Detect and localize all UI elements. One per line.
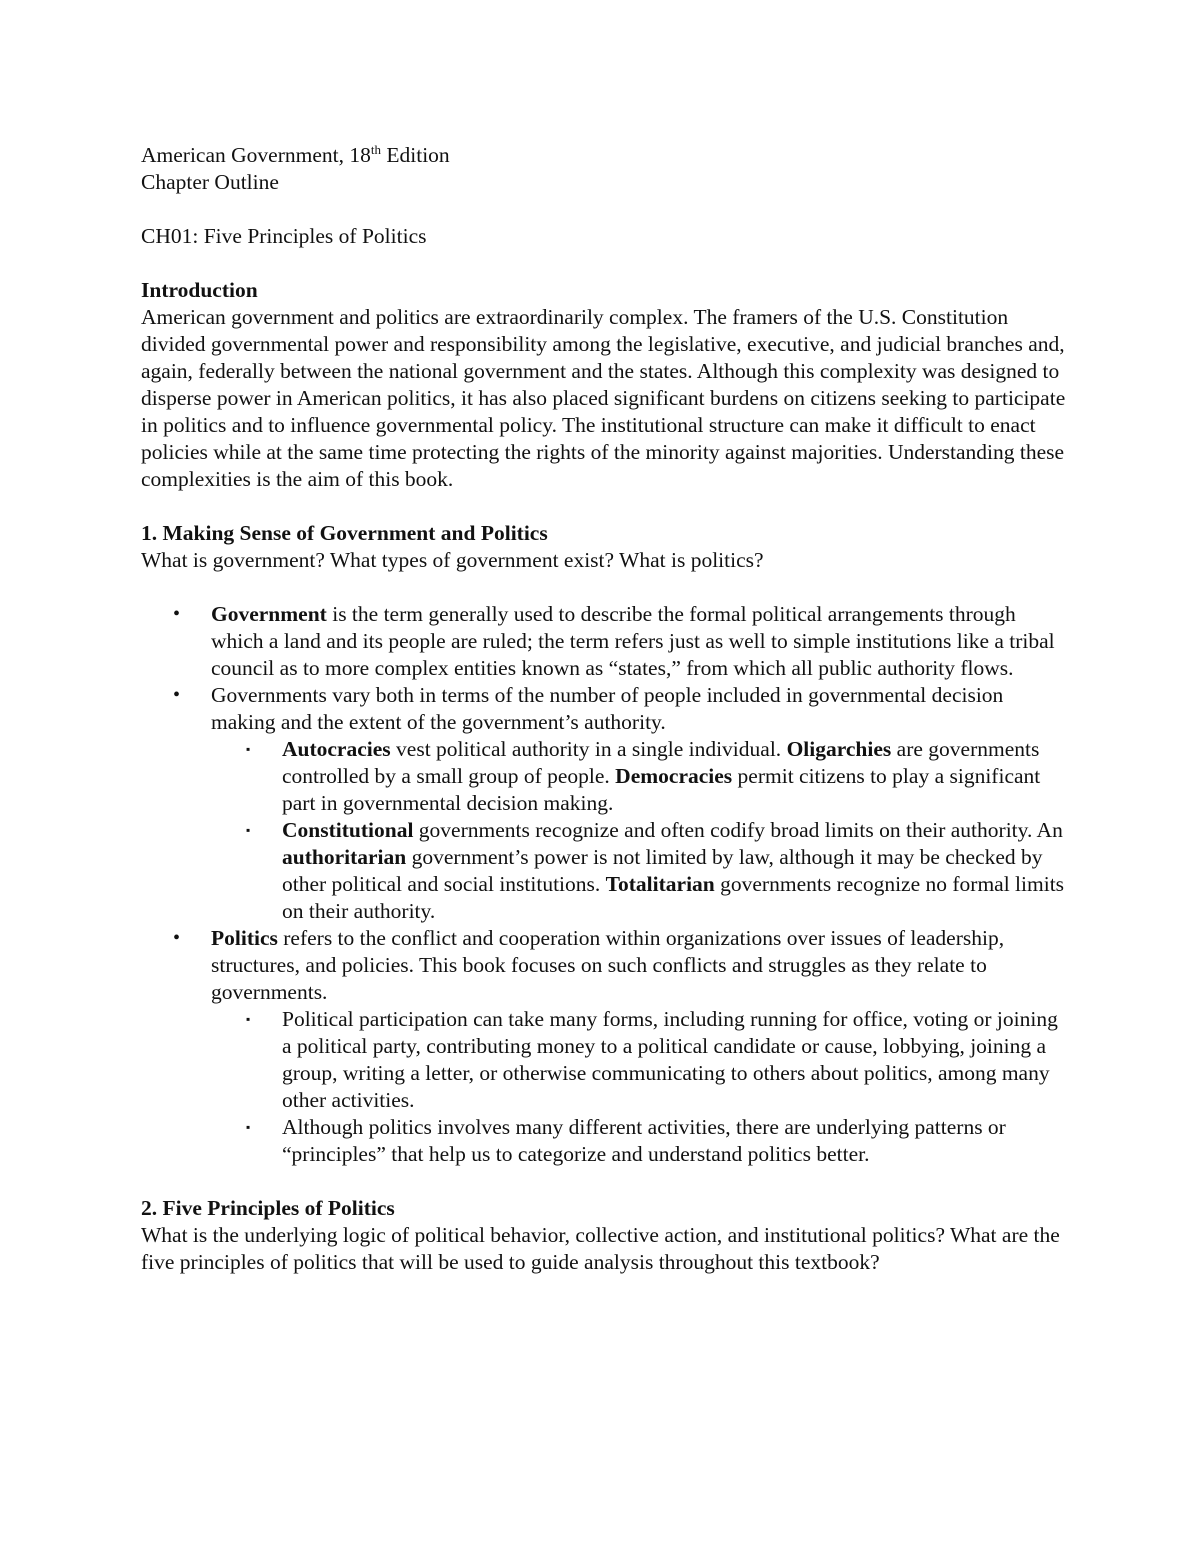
bullet-icon: • xyxy=(173,684,181,706)
section-1-heading: 1. Making Sense of Government and Politics xyxy=(141,521,548,545)
list-item: ▪ Constitutional governments recognize and often codify broad limits on their authority. An authoritarian government’s power is not limited by law, although it may be checked by other political and social institutions. Totalitarian governments recognize no formal limits on their authority. xyxy=(246,818,1065,923)
book-title: American Government, 18th Edition xyxy=(141,142,450,167)
section-1-bullet-list xyxy=(141,601,1071,1168)
outline-subtitle: Chapter Outline xyxy=(141,170,279,194)
square-bullet-icon: ▪ xyxy=(246,823,251,837)
section-2-question: What is the underlying logic of political behavior, collective action, and institutional politics? What are the five principles of politics that will be used to guide analysis throughout this textbook? xyxy=(141,1223,1060,1274)
bullet-icon: • xyxy=(173,927,181,949)
section-1-question: What is government? What types of government exist? What is politics? xyxy=(141,548,764,572)
list-item: ▪ Although politics involves many different activities, there are underlying patterns or “principles” that help us to categorize and understand politics better. xyxy=(246,1115,1006,1166)
list-item: • Government is the term generally used to describe the formal political arrangements through which a land and its people are ruled; the term refers just as well to simple institutions like a tribal council as to more complex entities known as “states,” from which all public authority flows. xyxy=(173,602,1055,680)
square-bullet-icon: ▪ xyxy=(246,1120,251,1134)
sub-bullet-list xyxy=(141,736,1071,925)
section-2-heading: 2. Five Principles of Politics xyxy=(141,1196,395,1220)
list-item: • Governments vary both in terms of the number of people included in governmental decision making and the extent of the government’s authority. ▪ Autocracies vest political authority in a single individual. Oligarchies are governments controlled by a small group of people. Democracies permit citizens to play a significant part in governmental decision making. ▪ Constitutional governments recognize and often codify broad limits on their authority. An authoritarian government’s power is not limited by law, although it may be checked by other political and social institutions. Totalitarian governments recognize no formal limits on their authority. xyxy=(211,682,1071,925)
chapter-title: CH01: Five Principles of Politics xyxy=(141,224,427,248)
list-item: • Politics refers to the conflict and cooperation within organizations over issues of leadership, structures, and policies. This book focuses on such conflicts and struggles as they relate to governments. ▪ Political participation can take many forms, including running for office, voting or joining a political party, contributing money to a political candidate or cause, lobbying, joining a group, writing a letter, or otherwise communicating to others about politics, among many other activities. ▪ Although politics involves many different activities, there are underlying patterns or “principles” that help us to categorize and understand politics better. xyxy=(211,925,1071,1168)
sub-bullet-list xyxy=(141,1006,1071,1168)
list-item: ▪ Autocracies vest political authority in a single individual. Oligarchies are governments controlled by a small group of people. Democracies permit citizens to play a significant part in governmental decision making. xyxy=(246,737,1041,815)
introduction-body: American government and politics are extraordinarily complex. The framers of the U.S. Constitution divided governmental power and responsibility among the legislative, executive, and judicial branches and, again, federally between the national government and the states. Although this complexity was designed to disperse power in American politics, it has also placed significant burdens on citizens seeking to participate in politics and to influence governmental policy. The institutional structure can make it difficult to enact policies while at the same time protecting the rights of the minority against majorities. Understanding these complexities is the aim of this book. xyxy=(141,305,1066,491)
square-bullet-icon: ▪ xyxy=(246,1012,251,1026)
list-item: ▪ Political participation can take many forms, including running for office, voting or joining a political party, contributing money to a political candidate or cause, lobbying, joining a group, writing a letter, or otherwise communicating to others about politics, among many other activities. xyxy=(246,1007,1058,1112)
square-bullet-icon: ▪ xyxy=(246,742,251,756)
bullet-icon: • xyxy=(173,603,181,625)
document-page xyxy=(141,142,1071,1276)
introduction-heading: Introduction xyxy=(141,278,258,302)
